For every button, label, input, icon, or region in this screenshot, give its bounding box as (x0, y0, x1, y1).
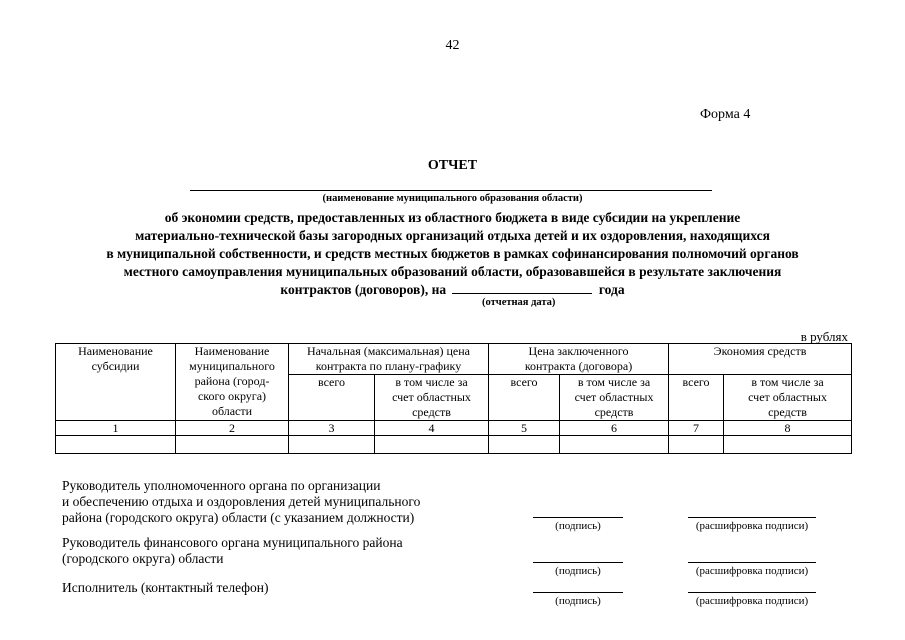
decoding-line (688, 562, 816, 563)
header-text: средств (768, 405, 807, 419)
subheader-regional (375, 375, 489, 421)
header-contract-price (489, 344, 669, 375)
report-title: ОТЧЕТ (427, 158, 478, 173)
column-number: 2 (176, 421, 289, 436)
signature-caption: (подпись) (555, 595, 601, 607)
signature-block-finance (62, 535, 403, 567)
header-text: в том числе за (395, 375, 468, 389)
column-number: 8 (724, 421, 852, 436)
description-line-last (40, 281, 865, 299)
decoding-caption: (расшифровка подписи) (695, 520, 809, 532)
description-line: материально-технической базы загородных организаций отдыха детей и их оздоровления, находящихся (135, 228, 770, 243)
date-caption: (отчетная дата) (482, 297, 556, 308)
header-text: в том числе за (751, 375, 824, 389)
form-label: Форма 4 (700, 107, 751, 122)
subheader-total: всего (669, 375, 724, 421)
signature-line (533, 592, 623, 593)
signature-line (533, 562, 623, 563)
column-number: 5 (489, 421, 560, 436)
header-text: счет областных (748, 390, 827, 404)
decoding-caption: (расшифровка подписи) (695, 595, 809, 607)
table-cell (724, 436, 852, 454)
municipality-name-line (190, 190, 712, 191)
signature-line (533, 517, 623, 518)
signature-text: района (городского округа) области (с указанием должности) (62, 510, 415, 525)
header-text: контракта по плану-графику (315, 359, 462, 373)
signature-block-executor (62, 580, 268, 596)
header-text: Наименование (78, 344, 153, 358)
header-text: района (город- (194, 374, 270, 388)
signature-caption: (подпись) (555, 520, 601, 532)
signature-text: Исполнитель (контактный телефон) (62, 580, 269, 595)
subheader-total: всего (289, 375, 375, 421)
header-text: средств (412, 405, 451, 419)
description-line: местного самоуправления муниципальных образований области, образовавшейся в результате заключения (123, 264, 782, 279)
header-text: средств (594, 405, 634, 419)
header-text: Наименование (194, 344, 270, 358)
header-text: субсидии (91, 359, 140, 373)
header-text: Цена заключенного (528, 344, 629, 358)
table-cell (289, 436, 375, 454)
page-number: 42 (445, 38, 460, 53)
report-table (55, 343, 852, 454)
header-initial-price (289, 344, 489, 375)
column-number: 6 (560, 421, 669, 436)
table-cell (489, 436, 560, 454)
signature-text: (городского округа) области (62, 551, 224, 566)
description-line: об экономии средств, предоставленных из областного бюджета в виде субсидии на укрепление (164, 210, 741, 225)
header-text: Экономия средств (713, 344, 807, 358)
signature-text: и обеспечению отдыха и оздоровления детей муниципального (62, 494, 421, 509)
header-text: Начальная (максимальная) цена (307, 344, 470, 358)
header-district-name (176, 344, 289, 421)
municipality-caption: (наименование муниципального образования области) (322, 193, 583, 204)
header-text: в том числе за (577, 375, 651, 389)
table-cell (176, 436, 289, 454)
table-row (56, 436, 852, 454)
header-subsidy-name (56, 344, 176, 421)
header-text: ского округа) (197, 389, 267, 403)
table-cell (56, 436, 176, 454)
table-cell (560, 436, 669, 454)
column-numbers-row (56, 421, 852, 436)
decoding-line (688, 592, 816, 593)
description-last-suffix: года (598, 282, 625, 297)
decoding-line (688, 517, 816, 518)
column-number: 7 (669, 421, 724, 436)
description-last-prefix: контрактов (договоров), на (280, 282, 447, 297)
header-text: муниципального (189, 359, 275, 373)
signature-caption: (подпись) (555, 565, 601, 577)
report-description (40, 209, 865, 299)
table-header-row (56, 344, 852, 375)
description-line: в муниципальной собственности, и средств местных бюджетов в рамках софинансирования полномочий органов (106, 246, 799, 261)
table-cell (375, 436, 489, 454)
units-label: в рублях (800, 329, 848, 344)
subheader-total: всего (489, 375, 560, 421)
subheader-regional (560, 375, 669, 421)
column-number: 3 (289, 421, 375, 436)
column-number: 4 (375, 421, 489, 436)
header-text: счет областных (574, 390, 654, 404)
table-cell (669, 436, 724, 454)
header-text: счет областных (392, 390, 471, 404)
column-number: 1 (56, 421, 176, 436)
signature-text: Руководитель финансового органа муниципального района (62, 535, 403, 550)
signature-block-head (62, 478, 420, 526)
decoding-caption: (расшифровка подписи) (695, 565, 809, 577)
header-savings (669, 344, 852, 375)
signature-text: Руководитель уполномоченного органа по организации (62, 478, 381, 493)
header-text: области (211, 404, 253, 418)
report-date-line (452, 281, 592, 294)
header-text: контракта (договора) (524, 359, 633, 373)
subheader-regional (724, 375, 852, 421)
